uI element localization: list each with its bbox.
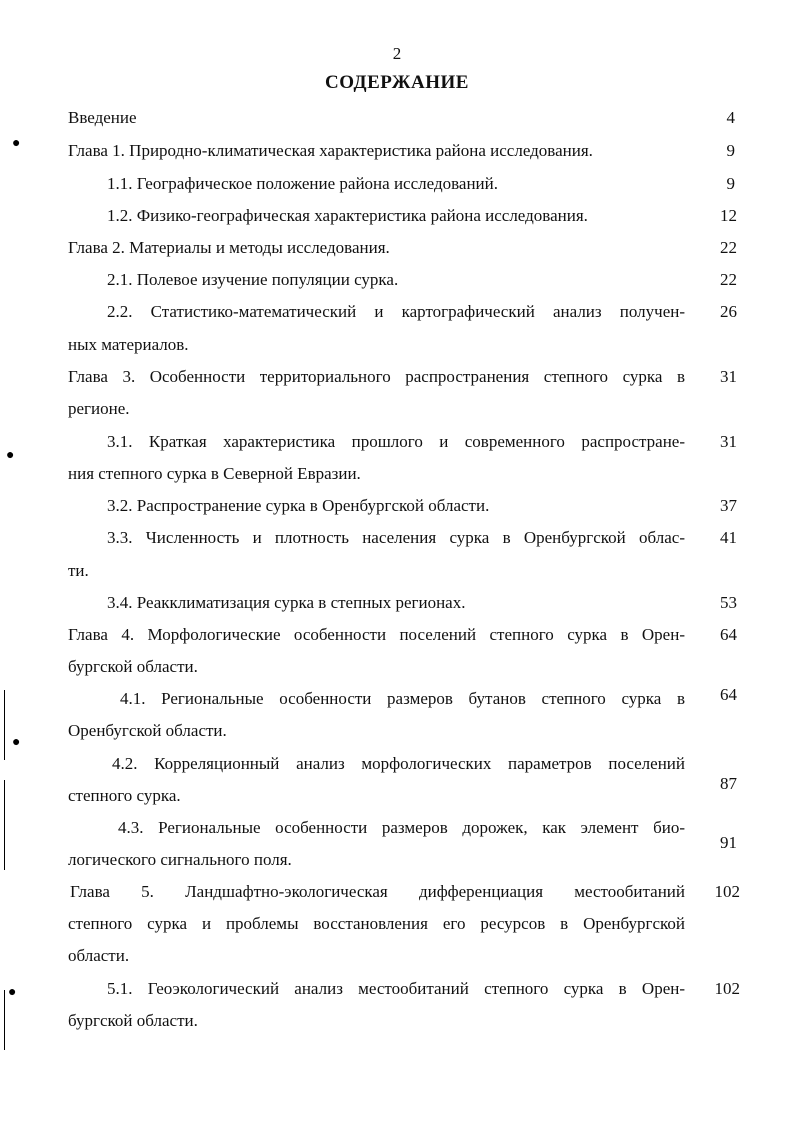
- toc-section-3-2-page: 37: [720, 496, 737, 515]
- toc-section-5-1-page: 102: [714, 979, 740, 998]
- toc-section-4-3-page: 91: [720, 833, 737, 852]
- toc-chapter-1-page: 9: [726, 141, 735, 160]
- toc-chapter-3-line-2: регионе.: [68, 399, 130, 418]
- toc-section-2-2-page: 26: [720, 302, 737, 321]
- toc-section-3-3-line-2: ти.: [68, 561, 89, 580]
- page-number: 2: [392, 44, 402, 63]
- toc-section-3-1-page: 31: [720, 432, 737, 451]
- toc-section-3-1-line-1: 3.1. Краткая характеристика прошлого и современного распростране-: [107, 432, 685, 451]
- binder-hole-mark: ●: [12, 735, 21, 750]
- toc-chapter-1: Глава 1. Природно-климатическая характеристика района исследования.: [68, 141, 593, 160]
- binder-hole-mark: ●: [12, 136, 21, 151]
- toc-section-1-1-page: 9: [726, 174, 735, 193]
- toc-section-2-2-line-1: 2.2. Статистико-математический и картографический анализ получен-: [107, 302, 685, 321]
- toc-section-2-1: 2.1. Полевое изучение популяции сурка.: [107, 270, 399, 289]
- toc-chapter-5-page: 102: [714, 882, 740, 901]
- toc-chapter-5-line-1: Глава 5. Ландшафтно-экологическая дифференциация местообитаний: [70, 882, 685, 901]
- toc-chapter-4-line-1: Глава 4. Морфологические особенности поселений степного сурка в Орен-: [68, 625, 685, 644]
- toc-section-1-2-page: 12: [720, 206, 737, 225]
- toc-chapter-3-page: 31: [720, 367, 737, 386]
- toc-chapter-2: Глава 2. Материалы и методы исследования.: [68, 238, 390, 257]
- toc-chapter-4-page: 64: [720, 625, 737, 644]
- toc-chapter-5-line-2: степного сурка и проблемы восстановления его ресурсов в Оренбургской: [68, 914, 685, 933]
- toc-section-4-3-line-2: логического сигнального поля.: [68, 850, 292, 869]
- toc-section-1-2: 1.2. Физико-географическая характеристика района исследования.: [107, 206, 588, 225]
- binder-hole-mark: ●: [8, 985, 17, 1000]
- toc-section-4-1-line-2: Оренбугской области.: [68, 721, 227, 740]
- toc-section-3-3-page: 41: [720, 528, 737, 547]
- binder-hole-mark: ●: [6, 448, 15, 463]
- toc-section-5-1-line-2: бургской области.: [68, 1011, 198, 1030]
- toc-section-3-4: 3.4. Реакклиматизация сурка в степных регионах.: [107, 593, 466, 612]
- toc-section-5-1-line-1: 5.1. Геоэкологический анализ местообитаний степного сурка в Орен-: [107, 979, 685, 998]
- toc-intro: Введение: [68, 108, 137, 127]
- toc-section-3-4-page: 53: [720, 593, 737, 612]
- scan-edge-line: [4, 990, 5, 1050]
- toc-section-4-1-page: 64: [720, 685, 737, 704]
- toc-chapter-5-line-3: области.: [68, 946, 130, 965]
- toc-section-2-2-line-2: ных материалов.: [68, 335, 189, 354]
- toc-section-4-2-line-2: степного сурка.: [68, 786, 181, 805]
- toc-section-3-1-line-2: ния степного сурка в Северной Евразии.: [68, 464, 361, 483]
- toc-chapter-2-page: 22: [720, 238, 737, 257]
- page-title: СОДЕРЖАНИЕ: [325, 72, 469, 93]
- scan-edge-line: [4, 690, 5, 760]
- toc-chapter-3-line-1: Глава 3. Особенности территориального распространения степного сурка в: [68, 367, 685, 386]
- toc-section-4-3-line-1: 4.3. Региональные особенности размеров дорожек, как элемент био-: [118, 818, 685, 837]
- toc-section-4-1-line-1: 4.1. Региональные особенности размеров бутанов степного сурка в: [120, 689, 685, 708]
- toc-section-4-2-page: 87: [720, 774, 737, 793]
- toc-intro-page: 4: [726, 108, 735, 127]
- toc-section-2-1-page: 22: [720, 270, 737, 289]
- toc-section-3-3-line-1: 3.3. Численность и плотность населения сурка в Оренбургской облас-: [107, 528, 685, 547]
- toc-section-1-1: 1.1. Географическое положение района исследований.: [107, 174, 498, 193]
- scan-edge-line: [4, 780, 5, 870]
- toc-chapter-4-line-2: бургской области.: [68, 657, 198, 676]
- toc-section-4-2-line-1: 4.2. Корреляционный анализ морфологических параметров поселений: [112, 754, 685, 773]
- toc-section-3-2: 3.2. Распространение сурка в Оренбургской области.: [107, 496, 490, 515]
